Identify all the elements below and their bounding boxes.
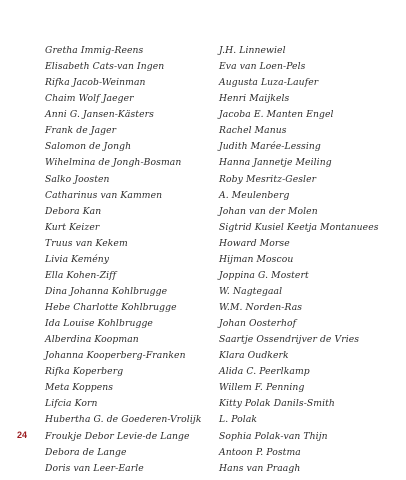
name-entry: Saartje Ossendrijver de Vries — [219, 334, 360, 346]
name-entry: Ella Kohen-Ziff — [45, 269, 117, 281]
page-number: 24 — [17, 430, 28, 440]
name-entry: Gretha Immig-Reens — [45, 45, 144, 56]
name-entry: Meta Koppens — [45, 382, 114, 394]
name-entry: Henri Maijkels — [219, 93, 290, 105]
name-entry: Salomon de Jongh — [45, 141, 132, 153]
name-entry: Rifka Jacob-Weinman — [45, 77, 146, 89]
name-entry: Eva van Loen-Pels — [219, 61, 306, 73]
name-entry: Joppina G. Mostert — [219, 269, 309, 281]
name-entry: L. Polak — [219, 414, 258, 426]
names-list-right — [219, 43, 379, 477]
name-entry: Antoon P. Postma — [219, 446, 301, 458]
name-entry: Willem F. Penning — [219, 382, 305, 394]
name-entry: Sophia Polak-van Thijn — [219, 430, 328, 442]
name-entry: Rifka Koperberg — [45, 366, 124, 378]
name-entry: Catharinus van Kammen — [45, 189, 163, 201]
name-entry: Chaim Wolf Jaeger — [45, 93, 134, 105]
name-entry: Johan Oosterhof — [219, 318, 297, 330]
name-entry: W.M. Norden-Ras — [219, 302, 303, 313]
name-entry: W. Nagtegaal — [219, 285, 283, 297]
name-entry: Hanna Jannetje Meiling — [219, 157, 332, 169]
name-entry: Anni G. Jansen-Kästers — [45, 109, 154, 121]
name-entry: Judith Marée-Lessing — [219, 141, 321, 153]
name-entry: Hans van Praagh — [219, 462, 301, 474]
name-entry: Debora de Lange — [45, 446, 127, 458]
name-entry: Hubertha G. de Goederen-Vrolijk — [45, 414, 202, 426]
name-entry: Klara Oudkerk — [219, 350, 289, 362]
name-entry: Livia Kemény — [45, 253, 110, 265]
name-entry: Sigtrid Kusiel Keetja Montanuees — [219, 221, 379, 233]
name-entry: Kurt Keizer — [45, 221, 100, 233]
name-entry: Jacoba E. Manten Engel — [219, 109, 334, 121]
name-entry: Doris van Leer-Earle — [45, 462, 144, 474]
name-entry: Wihelmina de Jongh-Bosman — [45, 157, 182, 169]
name-entry: Truus van Kekem — [45, 237, 128, 249]
name-entry: J.H. Linnewiel — [219, 45, 286, 56]
names-list-left — [45, 43, 202, 477]
name-entry: Johanna Kooperberg-Franken — [45, 350, 186, 362]
name-entry: Alida C. Peerlkamp — [219, 366, 310, 378]
name-entry: Frank de Jager — [45, 125, 117, 137]
name-entry: Ida Louise Kohlbrugge — [45, 318, 153, 330]
name-entry: Hebe Charlotte Kohlbrugge — [45, 302, 177, 313]
name-entry: Elisabeth Cats-van Ingen — [45, 61, 165, 73]
name-entry: Howard Morse — [219, 237, 290, 249]
name-entry: Augusta Luza-Laufer — [219, 77, 319, 89]
name-entry: Dina Johanna Kohlbrugge — [45, 285, 168, 297]
name-entry: Salko Joosten — [45, 173, 110, 185]
name-entry: Hijman Moscou — [219, 253, 294, 265]
name-entry: Kitty Polak Danils-Smith — [219, 398, 335, 410]
name-entry: Debora Kan — [45, 205, 102, 217]
name-entry: Rachel Manus — [219, 125, 287, 137]
name-entry: A. Meulenberg — [219, 189, 290, 201]
name-entry: Roby Mesritz-Gesler — [219, 173, 317, 185]
name-entry: Froukje Debor Levie-de Lange — [45, 430, 190, 442]
name-entry: Johan van der Molen — [219, 205, 318, 217]
name-entry: Lifcia Korn — [45, 398, 98, 410]
name-entry: Alberdina Koopman — [45, 334, 139, 346]
